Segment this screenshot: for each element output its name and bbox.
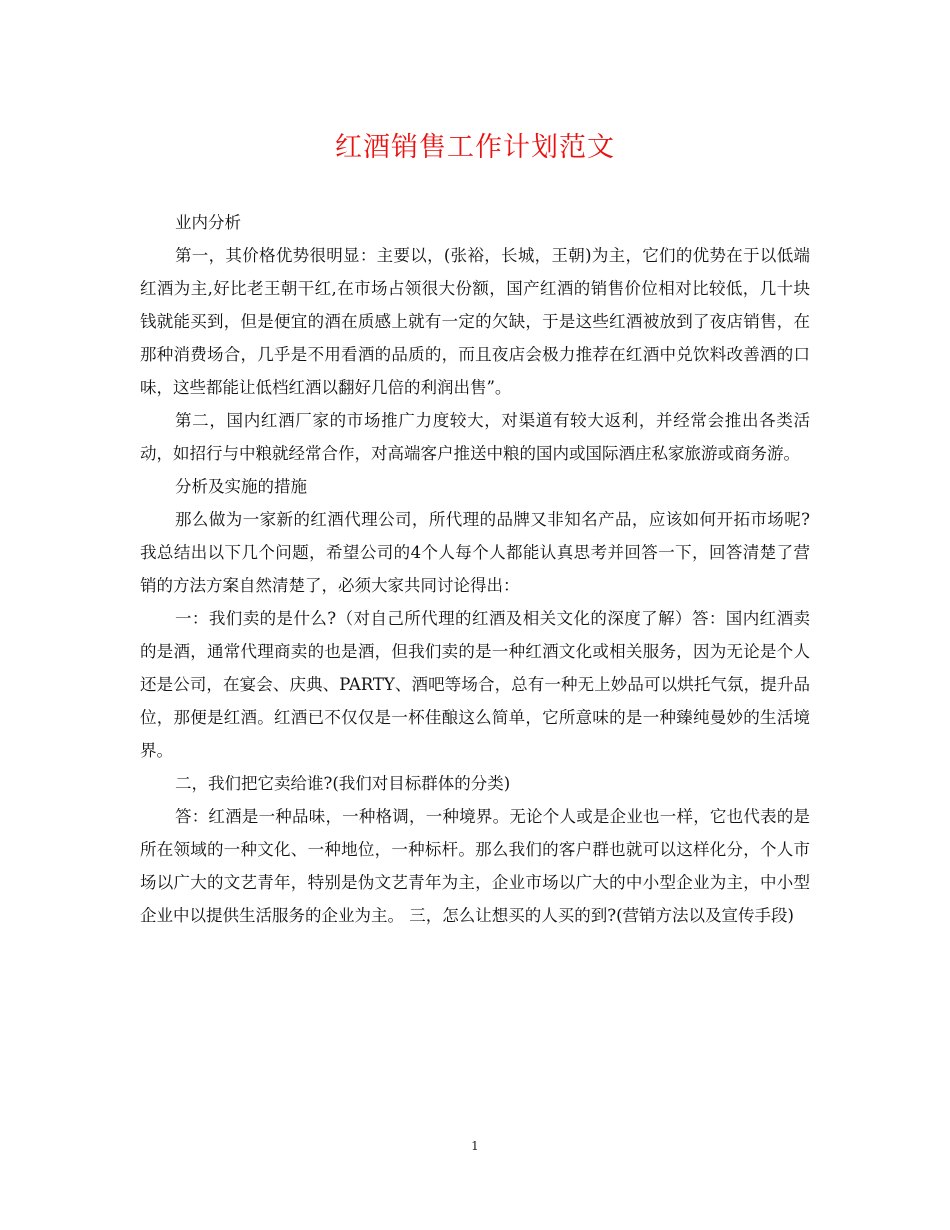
paragraph-market-promotion: 第二，国内红酒厂家的市场推广力度较大，对渠道有较大返利，并经常会推出各类活动，如招行与中粮就经常合作，对高端客户推送中粮的国内或国际酒庄私家旅游或商务游。: [140, 411, 810, 463]
document-body: [140, 206, 810, 932]
paragraph-who-we-sell-to: 二，我们把它卖给谁?(我们对目标群体的分类): [175, 774, 511, 793]
page-number: 1: [471, 1139, 479, 1153]
paragraph-new-agency: 那么做为一家新的红酒代理公司，所代理的品牌又非知名产品，应该如何开拓市场呢?我总结出以下几个问题，希望公司的4个人每个人都能认真思考并回答一下，回答清楚了营销的方法方案自然清楚了，必须大家共同讨论得出：: [140, 510, 810, 595]
section-heading-industry-analysis: 业内分析: [175, 213, 241, 232]
paragraph-price-advantage: 第一，其价格优势很明显：主要以，(张裕，长城，王朝)为主，它们的优势在于以低端红酒为主,好比老王朝干红,在市场占领很大份额，国产红酒的销售价位相对比较低，几十块钱就能买到，但是便宜的酒在质感上就有一定的欠缺，于是这些红酒被放到了夜店销售，在那种消费场合，几乎是不用看酒的品质的，而且夜店会极力推荐在红酒中兑饮料改善酒的口味，这些都能让低档红酒以翻好几倍的利润出售”。: [140, 246, 810, 397]
section-heading-measures: 分析及实施的措施: [175, 477, 307, 496]
document-title: 红酒销售工作计划范文: [335, 132, 615, 163]
paragraph-answer-target-groups: 答：红酒是一种品味，一种格调，一种境界。无论个人或是企业也一样，它也代表的是所在领域的一种文化、一种地位，一种标杆。那么我们的客户群也就可以这样化分，个人市场以广大的文艺青年，特别是伪文艺青年为主，企业市场以广大的中小型企业为主，中小型企业中以提供生活服务的企业为主。 三，怎么让想买的人买的到?(营销方法以及宣传手段): [140, 807, 810, 925]
paragraph-what-we-sell: 一：我们卖的是什么?（对自己所代理的红酒及相关文化的深度了解）答：国内红酒卖的是酒，通常代理商卖的也是酒，但我们卖的是一种红酒文化或相关服务，因为无论是个人还是公司，在宴会、庆典、PARTY、酒吧等场合，总有一种无上妙品可以烘托气氛，提升品位，那便是红酒。红酒已不仅仅是一杯佳酿这么简单，它所意味的是一种臻纯曼妙的生活境界。: [140, 609, 810, 760]
